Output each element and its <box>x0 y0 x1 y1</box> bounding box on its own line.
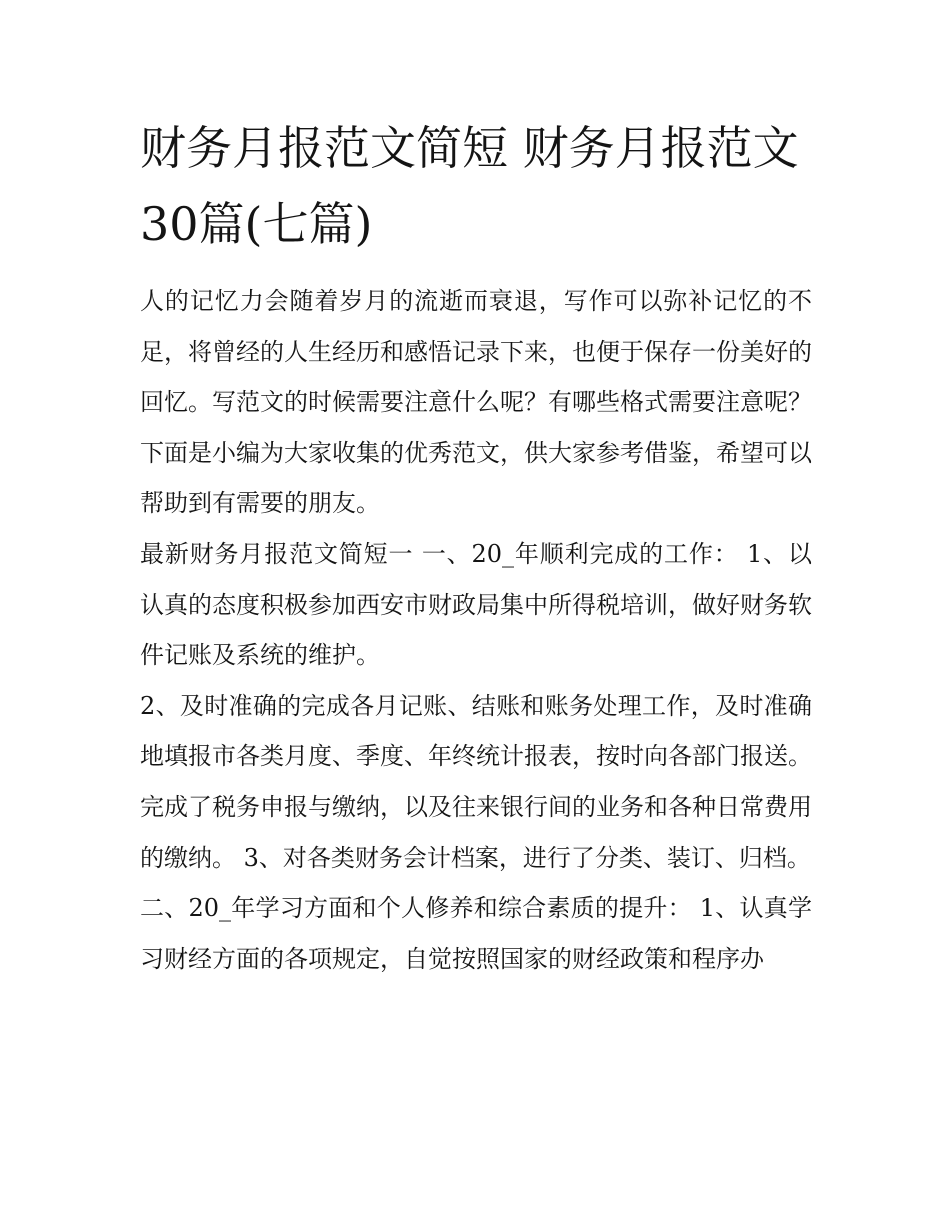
paragraph-intro: 人的记忆力会随着岁月的流逝而衰退，写作可以弥补记忆的不足，将曾经的人生经历和感悟记录下来，也便于保存一份美好的回忆。写范文的时候需要注意什么呢？有哪些格式需要注意呢？下面是小编为大家收集的优秀范文，供大家参考借鉴，希望可以帮助到有需要的朋友。 <box>140 287 812 518</box>
document-body <box>140 110 812 984</box>
paragraph-item-2: 2、及时准确的完成各月记账、结账和账务处理工作，及时准确地填报市各类月度、季度、年终统计报表，按时向各部门报送。 <box>140 691 812 771</box>
paragraph-item-3: 完成了税务申报与缴纳，以及往来银行间的业务和各种日常费用的缴纳。 3、对各类财务会计档案，进行了分类、装订、归档。 <box>140 792 812 872</box>
document-title: 财务月报范文简短 财务月报范文30篇(七篇) <box>140 121 799 251</box>
paragraph-section-2: 二、20_年学习方面和个人修养和综合素质的提升： 1、认真学习财经方面的各项规定，自觉按照国家的财经政策和程序办 <box>140 894 812 973</box>
paragraph-section-1: 最新财务月报范文简短一 一、20_年顺利完成的工作： 1、以认真的态度积极参加西安市财政局集中所得税培训，做好财务软件记账及系统的维护。 <box>140 539 812 670</box>
